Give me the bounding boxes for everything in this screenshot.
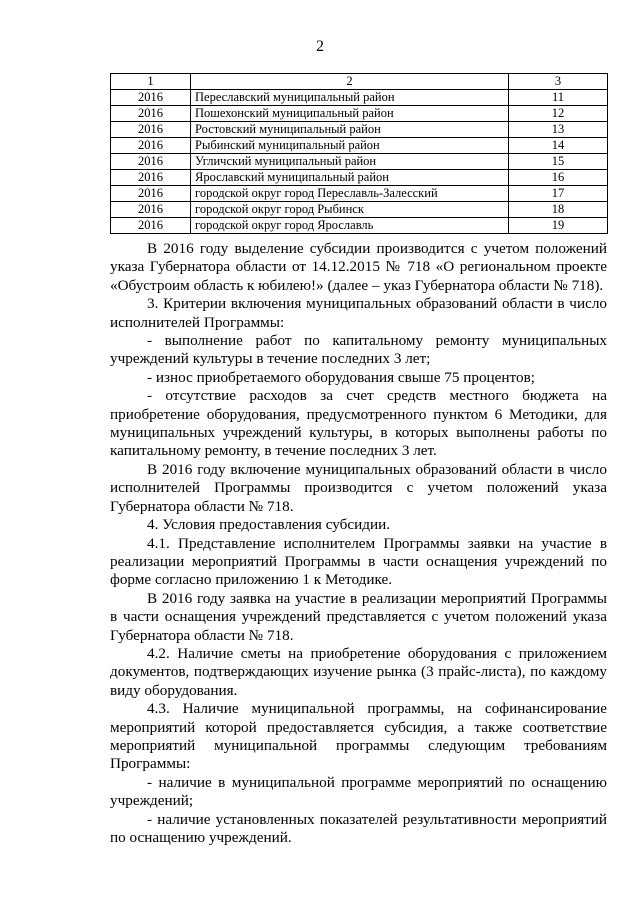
table-cell-municipality: Пошехонский муниципальный район xyxy=(191,106,509,122)
table-cell-number: 17 xyxy=(509,186,608,202)
table-cell-year: 2016 xyxy=(111,202,191,218)
paragraph: В 2016 году включение муниципальных образований области в число исполнителей Программы производится с учетом положений указа Губернатора области № 718. xyxy=(110,460,607,515)
table-cell-number: 15 xyxy=(509,154,608,170)
table-row xyxy=(111,138,608,154)
table-cell-number: 14 xyxy=(509,138,608,154)
table-cell-municipality: Угличский муниципальный район xyxy=(191,154,509,170)
paragraph: - наличие в муниципальной программе мероприятий по оснащению учреждений; xyxy=(110,773,607,810)
table-cell-year: 2016 xyxy=(111,106,191,122)
table-cell-number: 11 xyxy=(509,90,608,106)
table-row xyxy=(111,202,608,218)
paragraph: В 2016 году заявка на участие в реализации мероприятий Программы в части оснащения учреждений представляется с учетом положений указа Губернатора области № 718. xyxy=(110,589,607,644)
table-cell-number: 12 xyxy=(509,106,608,122)
paragraph: - выполнение работ по капитальному ремонту муниципальных учреждений культуры в течение последних 3 лет; xyxy=(110,332,607,368)
table-cell-municipality: городской округ город Переславль-Залесский xyxy=(191,186,509,202)
table-cell-year: 2016 xyxy=(111,170,191,186)
table-cell-municipality: Рыбинский муниципальный район xyxy=(191,138,509,154)
table-row xyxy=(111,170,608,186)
table-cell-year: 2016 xyxy=(111,138,191,154)
table-cell-number: 18 xyxy=(509,202,608,218)
table-row xyxy=(111,154,608,170)
table-cell-number: 19 xyxy=(509,218,608,234)
table-cell-number: 16 xyxy=(509,170,608,186)
table-header-cell: 3 xyxy=(509,74,608,90)
table-cell-year: 2016 xyxy=(111,90,191,106)
table-cell-year: 2016 xyxy=(111,218,191,234)
table-cell-number: 13 xyxy=(509,122,608,138)
table-cell-year: 2016 xyxy=(111,154,191,170)
table-row xyxy=(111,90,608,106)
municipalities-table xyxy=(110,73,608,234)
table-cell-year: 2016 xyxy=(111,186,191,202)
paragraph: В 2016 году выделение субсидии производится с учетом положений указа Губернатора области от 14.12.2015 № 718 «О региональном проекте «Обустроим область к юбилею!» (далее – указ Губернатора области № 718). xyxy=(110,240,607,294)
document-body xyxy=(110,240,607,847)
paragraph: - наличие установленных показателей результативности мероприятий по оснащению учреждений. xyxy=(110,810,607,846)
table-row xyxy=(111,106,608,122)
table-cell-municipality: Ростовский муниципальный район xyxy=(191,122,509,138)
paragraph: 4.2. Наличие сметы на приобретение оборудования с приложением документов, подтверждающих изучение рынка (3 прайс-листа), по каждому виду оборудования. xyxy=(110,644,607,699)
table-header-row xyxy=(111,74,608,90)
paragraph: - отсутствие расходов за счет средств местного бюджета на приобретение оборудования, предусмотренного пунктом 6 Методики, для муниципальных учреждений культуры, в которых выполнены работы по капитальному ремонту, в течение последних 3 лет. xyxy=(110,387,607,460)
table-row xyxy=(111,186,608,202)
paragraph: 4.3. Наличие муниципальной программы, на софинансирование мероприятий которой предоставляется субсидия, а также соответствие мероприятий муниципальной программы следующим требованиям Программы: xyxy=(110,700,607,773)
table-cell-municipality: городской округ город Рыбинск xyxy=(191,202,509,218)
table-cell-municipality: Переславский муниципальный район xyxy=(191,90,509,106)
paragraph: 4. Условия предоставления субсидии. xyxy=(147,516,391,534)
paragraph: - износ приобретаемого оборудования свыше 75 процентов; xyxy=(147,368,535,386)
table-cell-year: 2016 xyxy=(111,122,191,138)
paragraph: 3. Критерии включения муниципальных образований области в число исполнителей Программы: xyxy=(110,295,607,331)
page-number: 2 xyxy=(316,38,324,55)
table-header-cell: 1 xyxy=(111,74,191,90)
table-cell-municipality: Ярославский муниципальный район xyxy=(191,170,509,186)
paragraph: 4.1. Представление исполнителем Программы заявки на участие в реализации мероприятий Программы в части оснащения учреждений по форме согласно приложению 1 к Методике. xyxy=(110,534,607,589)
table-row xyxy=(111,122,608,138)
table-cell-municipality: городской округ город Ярославль xyxy=(191,218,509,234)
table-row xyxy=(111,218,608,234)
table-header-cell: 2 xyxy=(191,74,509,90)
